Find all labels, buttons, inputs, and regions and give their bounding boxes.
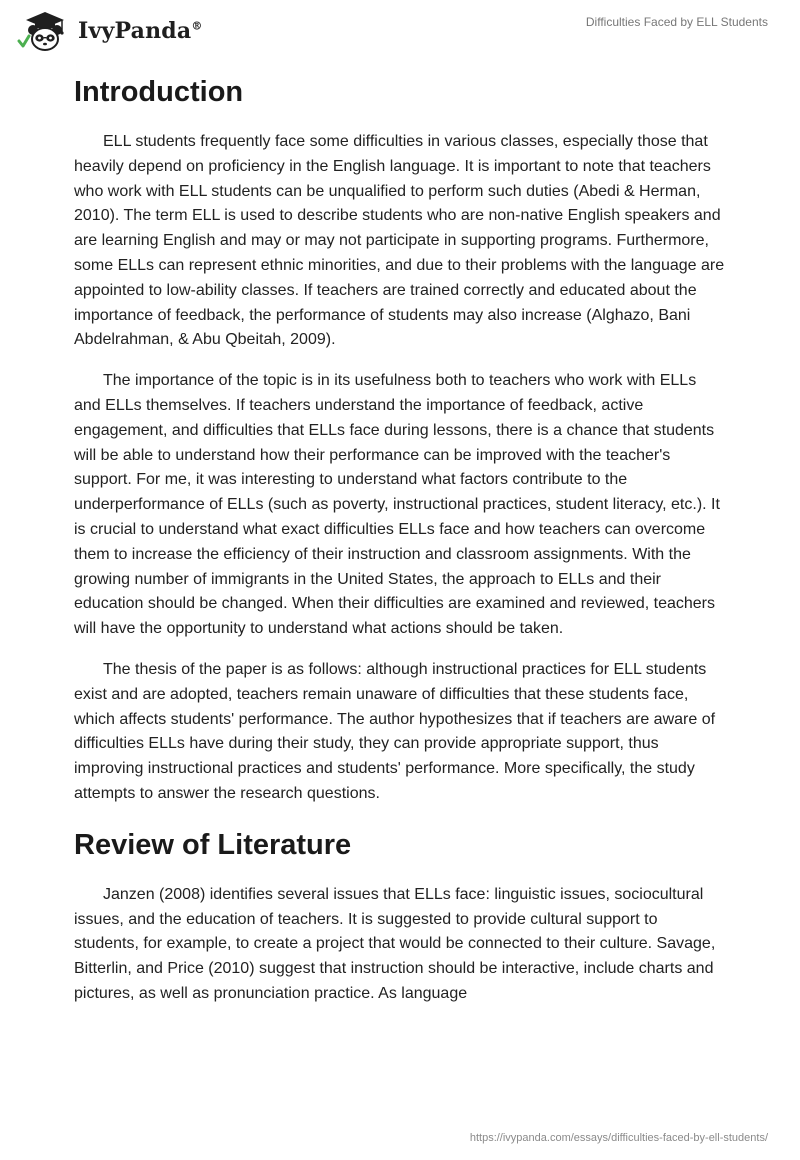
intro-paragraph-3: The thesis of the paper is as follows: although instructional practices for ELL students exist and are adopted, teachers remain unaware of difficulties that these students face, which affects students' performance. The author hypothesizes that if teachers are aware of difficulties ELLs have during their study, they can provide appropriate support, thus improving instructional practices and students' performance. More specifically, the study attempts to answer the research questions.: [74, 660, 716, 802]
heading-introduction: Introduction: [74, 76, 244, 108]
heading-review-of-literature: Review of Literature: [74, 828, 352, 861]
intro-paragraph-1: ELL students frequently face some difficulties in various classes, especially those that heavily depend on proficiency in the English language. It is important to note that teachers who work with ELL students can be unqualified to perform such duties (Abedi & Herman, 2010). The term ELL is used to describe students who are non-native English speakers and are learning English and may or may not participate in supporting programs. Furthermore, some ELLs can represent ethnic minorities, and due to their problems with the language are appointed to low-ability classes. If teachers are trained correctly and educated about the importance of feedback, the performance of students may also increase (Alghazo, Bani Abdelrahman, & Abu Qbeitah, 2009).: [74, 133, 725, 349]
review-paragraph-1: Janzen (2008) identifies several issues that ELLs face: linguistic issues, sociocultural issues, and the education of teachers. It is suggested to provide cultural support to students, for example, to create a project that would be connected to their culture. Savage, Bitterlin, and Price (2010) suggest that instruction should be interactive, include charts and pictures, as well as pronunciation practice. As language: [74, 885, 716, 1002]
article-body: [74, 70, 726, 1023]
page-header: [0, 0, 800, 60]
ivypanda-logo[interactable]: [16, 8, 203, 54]
logo-wordmark: IvyPanda®: [78, 18, 203, 44]
panda-graduate-icon: [16, 8, 74, 54]
document-title: Difficulties Faced by ELL Students: [585, 15, 768, 29]
source-url[interactable]: https://ivypanda.com/essays/difficulties-faced-by-ell-students/: [469, 1132, 768, 1144]
intro-paragraph-2: The importance of the topic is in its usefulness both to teachers who work with ELLs and ELLs themselves. If teachers understand the importance of feedback, active engagement, and difficulties that ELLs face during lessons, there is a chance that students will be able to understand how their performance can be improved with the teacher's support. For me, it was interesting to understand what factors contribute to the underperformance of ELLs (such as poverty, instructional practices, student literacy, etc.). It is crucial to understand what exact difficulties ELLs face and how teachers can overcome them to increase the efficiency of their instruction and classroom assignments. With the growing number of immigrants in the United States, the approach to ELLs and their education should be changed. When their difficulties are examined and reviewed, teachers will have the opportunity to understand what actions should be taken.: [74, 372, 720, 638]
